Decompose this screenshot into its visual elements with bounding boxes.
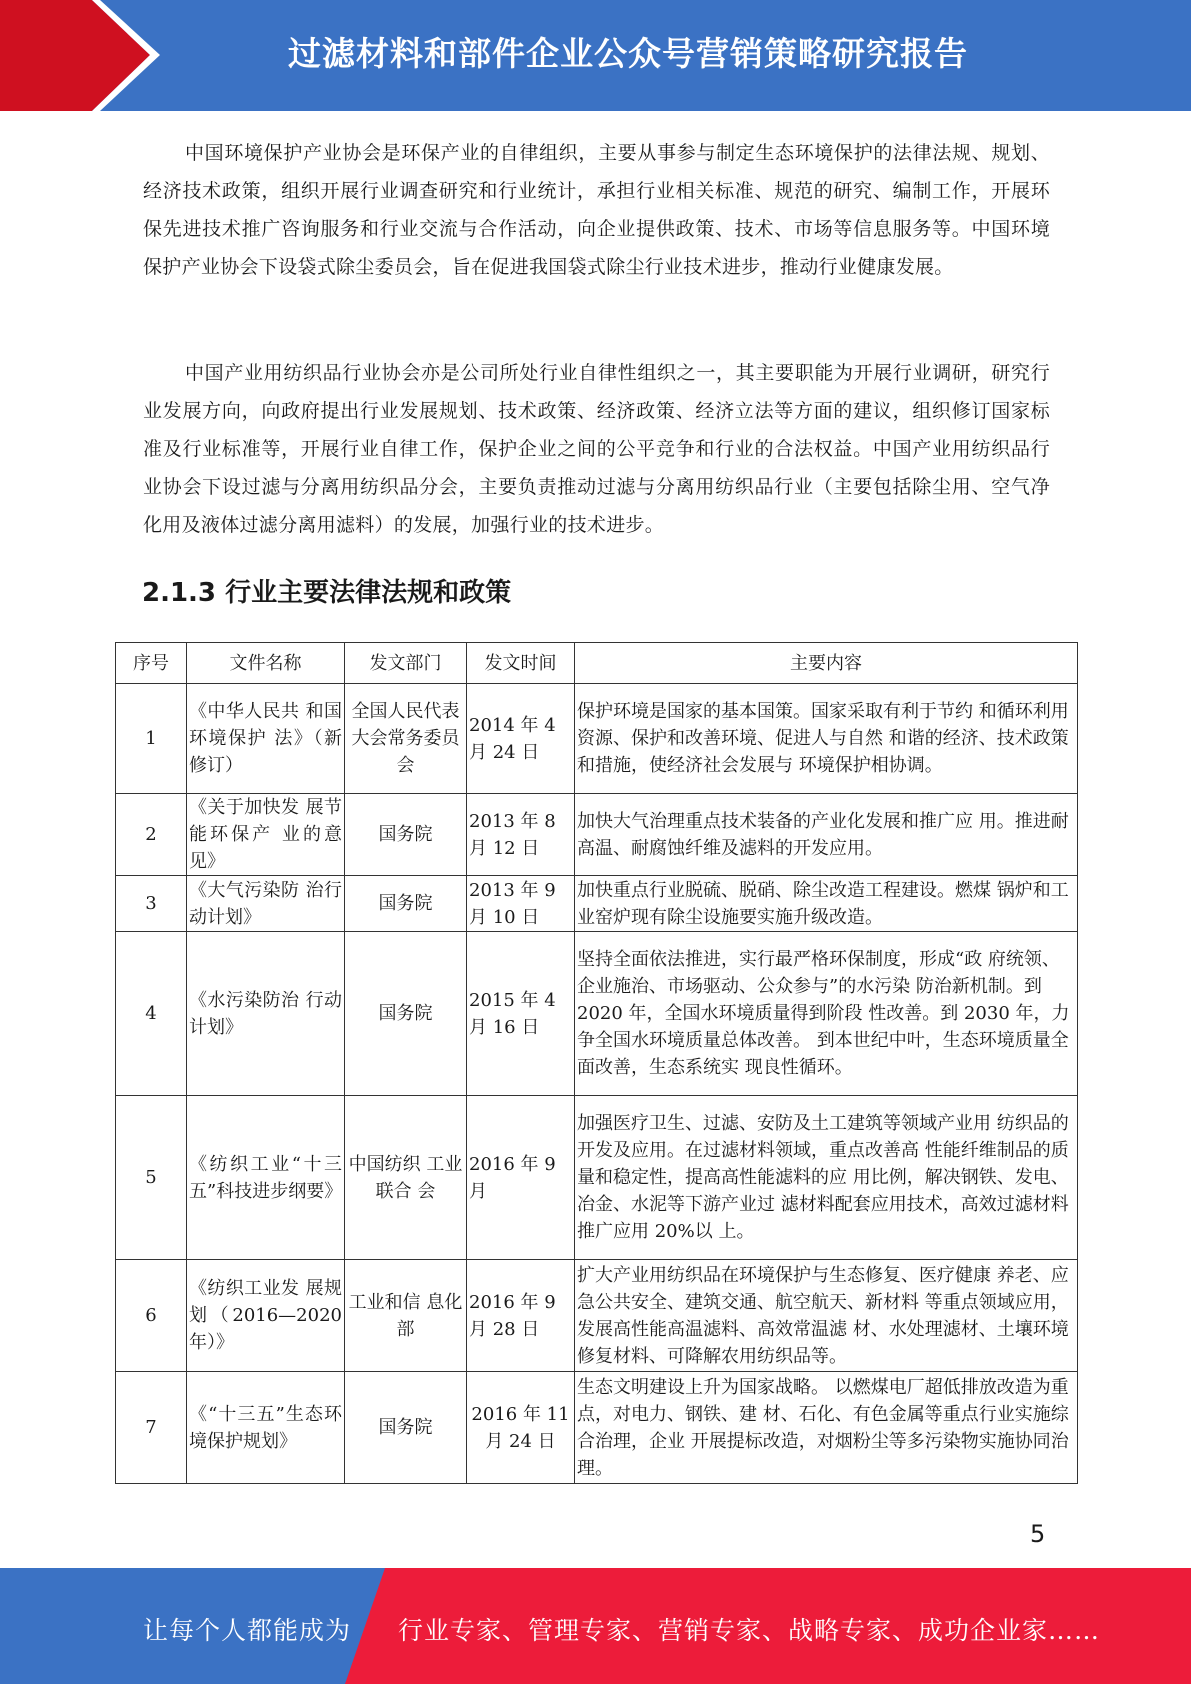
row-number: 1 [116,684,187,794]
issue-date: 2016 年 9 月 28 日 [467,1260,575,1372]
table-row [116,932,1078,1096]
document-name: 《大气污染防 治行动计划》 [187,876,345,932]
header-date: 发文时间 [467,643,575,684]
document-name: 《中华人民共 和国环境保护 法》（新修订） [187,684,345,794]
table-header-row [116,643,1078,684]
row-number: 4 [116,932,187,1096]
main-content: 坚持全面依法推进，实行最严格环保制度，形成“政 府统领、企业施治、市场驱动、公众参与”的水污染 防治新机制。到 2020 年，全国水环境质量得到阶段 性改善。到 2030 年，力争全国水环境质量总体改善。 到本世纪中叶，生态环境质量全面改善，生态系统实 现良性循环。 [575,932,1078,1096]
table-row [116,876,1078,932]
header-red-arrow-decoration [0,0,150,111]
document-name: 《水污染防治 行动计划》 [187,932,345,1096]
main-content: 扩大产业用纺织品在环境保护与生态修复、医疗健康 养老、应急公共安全、建筑交通、航空航天、新材料 等重点领域应用，发展高性能高温滤料、高效常温滤 材、水处理滤材、土壤环境修复材料、可降解农用纺织品等。 [575,1260,1078,1372]
issuing-department: 国务院 [345,932,467,1096]
main-content: 保护环境是国家的基本国策。国家采取有利于节约 和循环利用资源、保护和改善环境、促进人与自然 和谐的经济、技术政策和措施，使经济社会发展与 环境保护相协调。 [575,684,1078,794]
page-footer [0,1568,1191,1684]
document-name: 《关于加快发 展节能环保产 业的意见》 [187,794,345,876]
header-content: 主要内容 [575,643,1078,684]
row-number: 6 [116,1260,187,1372]
header-no: 序号 [116,643,187,684]
table-row [116,794,1078,876]
table-row [116,1372,1078,1484]
section-heading: 2.1.3 行业主要法律法规和政策 [142,578,512,608]
page-number: 5 [1030,1520,1046,1548]
footer-slogan-right: 行业专家、管理专家、营销专家、战略专家、成功企业家…… [398,1616,1101,1645]
paragraph-textile-association: 中国产业用纺织品行业协会亦是公司所处行业自律性组织之一，其主要职能为开展行业调研，研究行业发展方向，向政府提出行业发展规划、技术政策、经济政策、经济立法等方面的建议，组织修订国家标准及行业标准等，开展行业自律工作，保护企业之间的公平竞争和行业的合法权益。中国产业用纺织品行业协会下设过滤与分离用纺织品分会，主要负责推动过滤与分离用纺织品行业（主要包括除尘用、空气净化用及液体过滤分离用滤料）的发展，加强行业的技术进步。 [143,362,1050,536]
issuing-department: 全国人民代表大会常务委员会 [345,684,467,794]
row-number: 5 [116,1096,187,1260]
table-row [116,1260,1078,1372]
document-name: 《纺织工业“十三五”科技进步纲要》 [187,1096,345,1260]
issuing-department: 国务院 [345,1372,467,1484]
policy-table [115,642,1078,1484]
page-header [0,0,1191,111]
main-content: 生态文明建设上升为国家战略。 以燃煤电厂超低排放改造为重点，对电力、钢铁、建 材、石化、有色金属等重点行业实施综合治理，企业 开展提标改造，对烟粉尘等多污染物实施协同治理。 [575,1372,1078,1484]
issue-date: 2013 年 9 月 10 日 [467,876,575,932]
row-number: 2 [116,794,187,876]
report-title: 过滤材料和部件企业公众号营销策略研究报告 [288,34,968,73]
issue-date: 2013 年 8 月 12 日 [467,794,575,876]
row-number: 7 [116,1372,187,1484]
issue-date: 2016 年 11 月 24 日 [467,1372,575,1484]
issuing-department: 中国纺织 工业联合 会 [345,1096,467,1260]
header-name: 文件名称 [187,643,345,684]
header-dept: 发文部门 [345,643,467,684]
document-name: 《“十三五”生态环境保护规划》 [187,1372,345,1484]
main-content: 加快重点行业脱硫、脱硝、除尘改造工程建设。燃煤 锅炉和工业窑炉现有除尘设施要实施升级改造。 [575,876,1078,932]
issue-date: 2014 年 4 月 24 日 [467,684,575,794]
issue-date: 2015 年 4 月 16 日 [467,932,575,1096]
table-continuation-break [110,1484,1085,1504]
footer-slogan-left: 让每个人都能成为 [143,1616,352,1645]
row-number: 3 [116,876,187,932]
document-name: 《纺织工业发 展规划（2016—2020 年）》 [187,1260,345,1372]
table-row [116,1096,1078,1260]
issue-date: 2016 年 9 月 [467,1096,575,1260]
main-content: 加快大气治理重点技术装备的产业化发展和推广应 用。推进耐高温、耐腐蚀纤维及滤料的开发应用。 [575,794,1078,876]
issuing-department: 国务院 [345,876,467,932]
issuing-department: 国务院 [345,794,467,876]
paragraph-environmental-association: 中国环境保护产业协会是环保产业的自律组织，主要从事参与制定生态环境保护的法律法规、规划、经济技术政策，组织开展行业调查研究和行业统计，承担行业相关标准、规范的研究、编制工作，开展环保先进技术推广咨询服务和行业交流与合作活动，向企业提供政策、技术、市场等信息服务等。中国环境保护产业协会下设袋式除尘委员会，旨在促进我国袋式除尘行业技术进步，推动行业健康发展。 [143,142,1050,278]
table-row [116,684,1078,794]
issuing-department: 工业和信 息化部 [345,1260,467,1372]
main-content: 加强医疗卫生、过滤、安防及土工建筑等领域产业用 纺织品的开发及应用。在过滤材料领域，重点改善高 性能纤维制品的质量和稳定性，提高高性能滤料的应 用比例，解决钢铁、发电、冶金、水泥等下游产业过 滤材料配套应用技术，高效过滤材料推广应用 20%以 上。 [575,1096,1078,1260]
